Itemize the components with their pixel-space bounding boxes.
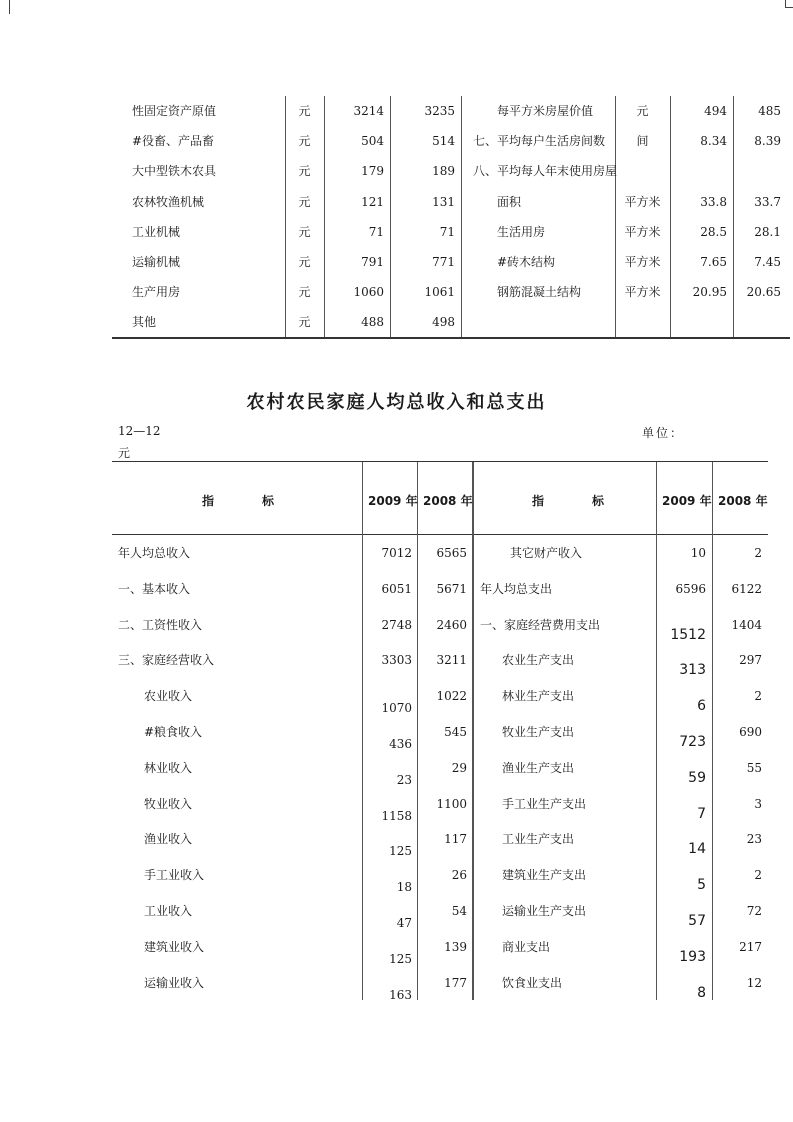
income-2009: 436: [389, 737, 412, 751]
expense-2009: 6: [697, 698, 706, 715]
header-2009-left: 2009 年: [368, 494, 418, 508]
income-2009: 6051: [381, 581, 412, 596]
expense-2008: 55: [746, 760, 762, 775]
income-2008: 1022: [436, 689, 467, 704]
top-right-2009: 28.5: [700, 224, 727, 239]
expense-2009: 723: [679, 734, 706, 750]
expense-2008: 2: [754, 546, 762, 560]
page-corner-mark-right: [785, 0, 793, 8]
col-divider: [670, 96, 671, 337]
income-2009: 1158: [381, 808, 412, 823]
page-corner-mark: [0, 0, 10, 14]
top-left-unit: 元: [298, 285, 311, 300]
income-label: 工业收入: [144, 904, 193, 918]
top-left-2009: 3214: [353, 104, 384, 118]
income-2009: 2748: [381, 617, 412, 632]
income-2009: 1070: [381, 701, 412, 716]
income-2008: 5671: [436, 581, 467, 596]
top-left-unit: 元: [298, 224, 311, 239]
top-left-2009: 121: [361, 194, 384, 209]
expense-label: 工业生产支出: [502, 832, 575, 847]
header-2008-right: 2008 年: [718, 494, 768, 508]
top-left-2009: 791: [361, 255, 384, 269]
income-2008: 1100: [436, 796, 467, 811]
top-right-unit: 平方米: [624, 224, 661, 239]
expense-label: 运输业生产支出: [502, 904, 587, 918]
top-left-label: 大中型铁木农具: [132, 164, 217, 179]
top-right-label: 八、平均每人年末使用房屋: [473, 164, 618, 179]
expense-2008: 2: [754, 868, 762, 883]
income-2009: 125: [389, 844, 412, 859]
expense-2009: 7: [697, 805, 706, 822]
expense-2008: 6122: [731, 581, 762, 596]
top-right-unit: 间: [636, 134, 649, 149]
expense-label: 渔业生产支出: [502, 760, 575, 775]
income-label: 手工业收入: [144, 868, 205, 883]
top-left-unit: 元: [298, 255, 311, 269]
header-indicator-left: 指 标: [202, 494, 275, 508]
top-left-label: #役畜、产品畜: [132, 134, 215, 149]
top-left-2009: 71: [368, 224, 384, 239]
expense-2008: 12: [746, 975, 762, 990]
top-right-label: 生活用房: [497, 224, 546, 239]
income-label: 林业收入: [144, 760, 193, 775]
income-2008: 54: [451, 904, 467, 918]
income-2008: 26: [451, 868, 467, 883]
unit-label: 单位：: [642, 426, 685, 440]
top-right-2008: 485: [758, 104, 781, 118]
col-divider: [615, 96, 616, 337]
table-number: 12—12: [118, 424, 161, 438]
expense-2009: 59: [688, 769, 706, 786]
top-left-2009: 488: [361, 315, 384, 330]
top-left-2008: 771: [432, 255, 455, 269]
income-2009: 7012: [381, 546, 412, 560]
income-2008: 29: [451, 760, 467, 775]
top-right-2008: 7.45: [754, 255, 781, 269]
income-2009: 23: [396, 772, 412, 787]
top-right-label: 面积: [497, 194, 522, 209]
income-2008: 6565: [436, 546, 467, 560]
income-label: 牧业收入: [144, 796, 193, 811]
top-left-unit: 元: [298, 134, 311, 149]
top-right-2008: 20.65: [746, 285, 781, 300]
top-right-2008: 33.7: [754, 194, 781, 209]
top-right-2009: 8.34: [700, 134, 727, 149]
top-left-2008: 131: [432, 194, 455, 209]
top-right-label: #砖木结构: [497, 255, 556, 269]
expense-label: 一、家庭经营费用支出: [480, 617, 601, 632]
header-divider: [112, 534, 768, 535]
income-label: 三、家庭经营收入: [118, 653, 215, 668]
top-left-unit: 元: [298, 164, 311, 179]
income-2009: 47: [396, 916, 412, 930]
expense-label: 农业生产支出: [502, 653, 575, 668]
top-right-unit: 元: [636, 104, 649, 118]
top-left-2009: 1060: [353, 285, 384, 300]
expense-2008: 690: [739, 725, 762, 739]
top-left-2008: 498: [432, 315, 455, 330]
header-2009-right: 2009 年: [662, 494, 712, 508]
top-table: [112, 96, 790, 339]
expense-2009: 313: [679, 662, 706, 679]
top-right-2009: 7.65: [700, 255, 727, 269]
income-2008: 3211: [436, 653, 467, 668]
expense-2009: 6596: [675, 581, 706, 596]
top-left-2009: 179: [361, 164, 384, 179]
top-left-label: 生产用房: [132, 285, 181, 300]
expense-2008: 23: [746, 832, 762, 847]
top-left-label: 工业机械: [132, 224, 181, 239]
top-right-2009: 20.95: [692, 285, 727, 300]
expense-label: 商业支出: [502, 939, 551, 954]
top-right-unit: 平方米: [624, 255, 661, 269]
income-label: 年人均总收入: [118, 546, 191, 560]
top-right-2008: 8.39: [754, 134, 781, 149]
expense-label: 林业生产支出: [502, 689, 575, 704]
col-divider: [324, 96, 325, 337]
income-2009: 18: [396, 880, 412, 895]
expense-2009: 8: [697, 984, 706, 1001]
expense-2008: 2: [754, 689, 762, 704]
top-left-2008: 3235: [424, 104, 455, 118]
income-2008: 2460: [436, 617, 467, 632]
expense-label: 建筑业生产支出: [502, 868, 587, 883]
top-left-unit: 元: [298, 104, 311, 118]
expense-2008: 3: [754, 796, 762, 811]
expense-label: 其它财产收入: [510, 546, 583, 560]
expense-2008: 1404: [731, 617, 762, 632]
income-label: 运输业收入: [144, 975, 205, 990]
expense-2009: 1512: [670, 626, 706, 643]
col-divider: [461, 96, 462, 337]
col-divider: [390, 96, 391, 337]
expense-2008: 72: [746, 904, 762, 918]
col-divider: [285, 96, 286, 337]
top-left-label: 其他: [132, 315, 157, 330]
expense-label: 饮食业支出: [502, 975, 563, 990]
income-label: 农业收入: [144, 689, 193, 704]
top-right-2009: 33.8: [700, 194, 727, 209]
col-divider: [733, 96, 734, 337]
top-right-unit: 平方米: [624, 285, 661, 300]
expense-2008: 217: [739, 939, 762, 954]
section-title: 农村农民家庭人均总收入和总支出: [246, 392, 547, 413]
income-label: 渔业收入: [144, 832, 193, 847]
top-right-label: 钢筋混凝土结构: [497, 285, 582, 300]
top-left-2008: 189: [432, 164, 455, 179]
expense-label: 年人均总支出: [480, 581, 553, 596]
top-right-2008: 28.1: [754, 224, 781, 239]
expense-2009: 5: [697, 877, 706, 894]
income-2009: 3303: [381, 653, 412, 668]
top-left-2008: 514: [432, 134, 455, 149]
income-expense-table: [112, 461, 768, 1000]
expense-2009: 193: [679, 948, 706, 965]
expense-label: 牧业生产支出: [502, 725, 575, 739]
income-2009: 125: [389, 951, 412, 966]
header-2008-left: 2008 年: [423, 494, 473, 508]
top-left-2009: 504: [361, 134, 384, 149]
income-label: 二、工资性收入: [118, 617, 203, 632]
top-left-2008: 1061: [424, 285, 455, 300]
expense-2009: 57: [688, 913, 706, 929]
top-right-2009: 494: [704, 104, 727, 118]
top-right-label: 每平方米房屋价值: [497, 104, 594, 118]
expense-label: 手工业生产支出: [502, 796, 587, 811]
top-right-label: 七、平均每户生活房间数: [473, 134, 606, 149]
income-2008: 177: [444, 975, 467, 990]
income-2009: 163: [389, 987, 412, 1002]
top-left-label: 运输机械: [132, 255, 181, 269]
top-left-label: 农林牧渔机械: [132, 194, 205, 209]
income-2008: 139: [444, 939, 467, 954]
top-left-2008: 71: [439, 224, 455, 239]
unit-value: 元: [118, 446, 131, 460]
income-2008: 545: [444, 725, 467, 739]
income-label: 建筑业收入: [144, 939, 205, 954]
top-left-unit: 元: [298, 315, 311, 330]
income-label: #粮食收入: [144, 725, 203, 739]
expense-2009: 14: [688, 841, 706, 858]
top-left-unit: 元: [298, 194, 311, 209]
expense-2008: 297: [739, 653, 762, 668]
expense-2009: 10: [690, 546, 706, 560]
top-right-unit: 平方米: [624, 194, 661, 209]
col-divider: [472, 462, 474, 1000]
income-label: 一、基本收入: [118, 581, 191, 596]
top-left-label: 性固定资产原值: [132, 104, 217, 118]
header-indicator-right: 指 标: [532, 494, 605, 508]
income-2008: 117: [444, 832, 467, 847]
